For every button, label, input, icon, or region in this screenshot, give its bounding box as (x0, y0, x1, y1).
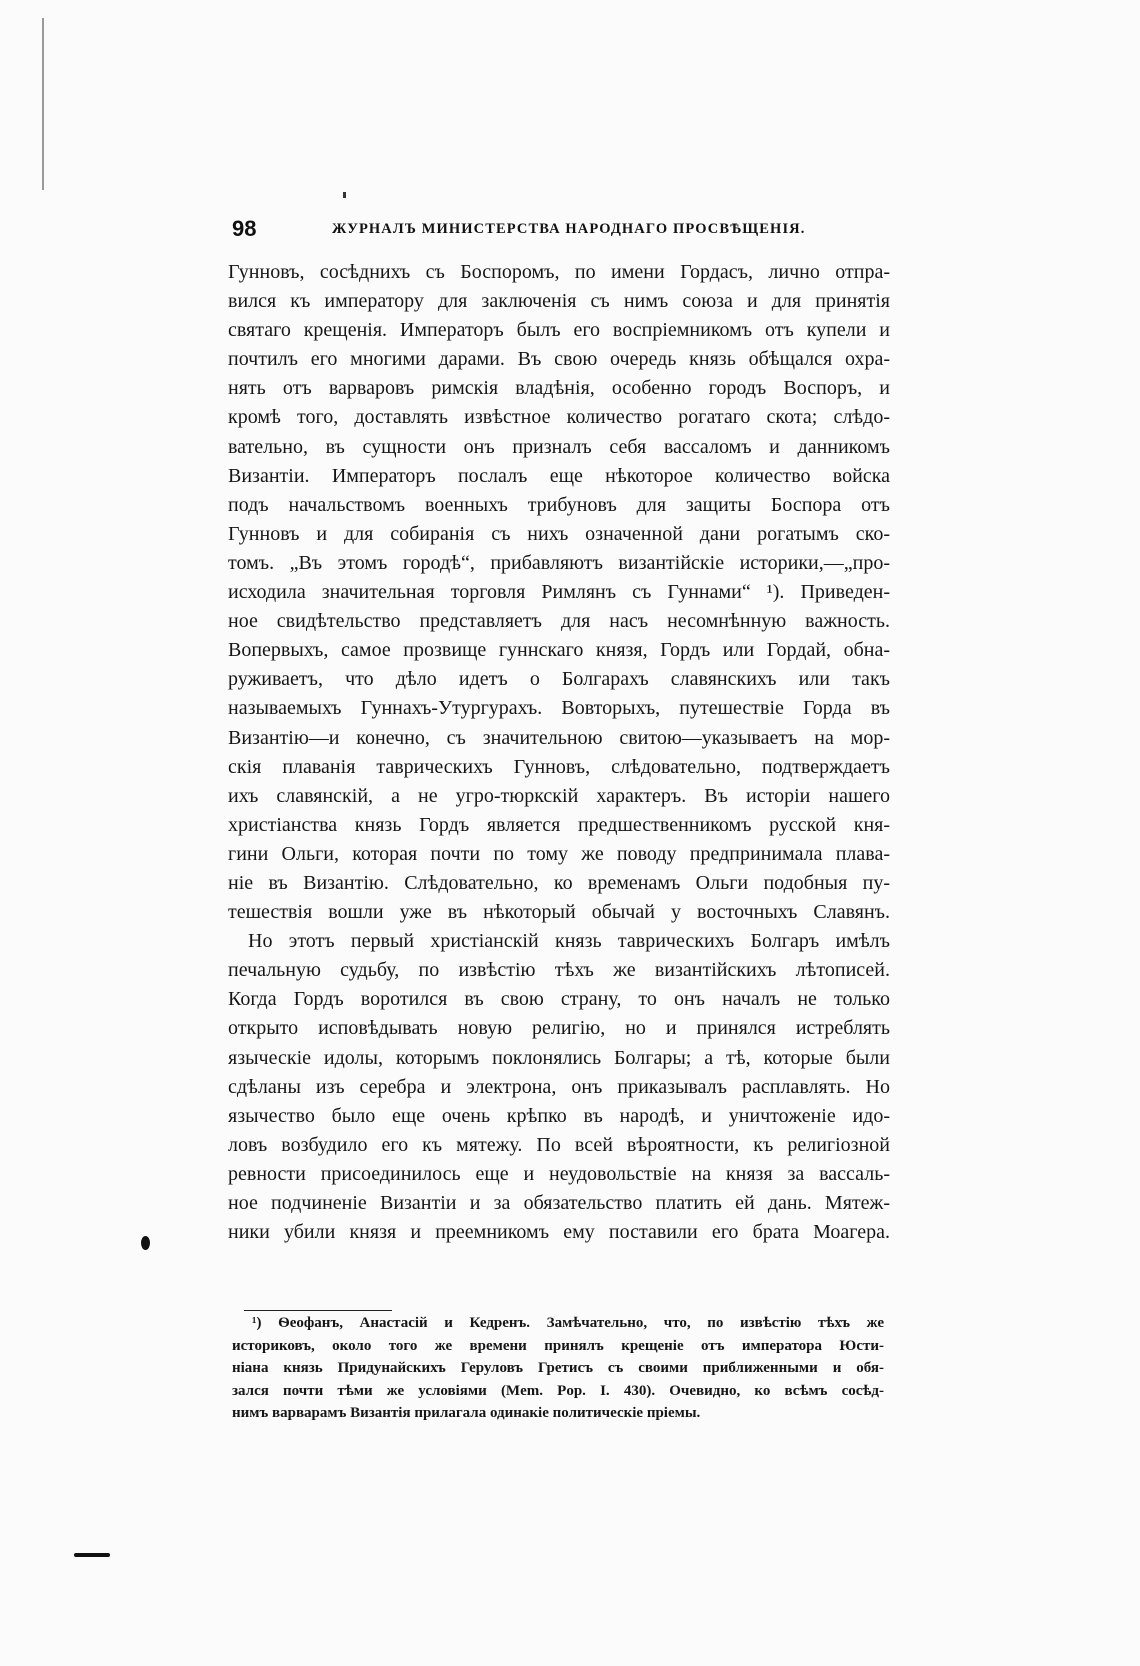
text-line: Гунновъ и для собиранія съ нихъ означенной дани рогатымъ ско- (228, 522, 890, 545)
text-line: вательно, въ сущности онъ призналъ себя вассаломъ и данникомъ (228, 435, 890, 458)
footnote-line: ніана князь Придунайскихъ Геруловъ Гретисъ съ своими приближенными и обя- (232, 1360, 884, 1377)
footnote-rule (244, 1310, 392, 1311)
text-line: кромѣ того, доставлять извѣстное количество рогатаго скота; слѣдо- (228, 406, 890, 429)
text-line: тешествія вошли уже въ нѣкоторый обычай у восточныхъ Славянъ. (228, 901, 890, 924)
scan-speck (343, 192, 346, 198)
scan-dash (74, 1553, 110, 1557)
text-line: Гунновъ, сосѣднихъ съ Боспоромъ, по имени Гордасъ, лично отпра- (228, 261, 890, 283)
footnote-line: зался почти тѣми же условіями (Mem. Pop. I. 430). Очевидно, ко всѣмъ сосѣд- (232, 1382, 884, 1399)
scan-edge-mark (42, 18, 44, 190)
text-line: святаго крещенія. Императоръ былъ его воспріемникомъ отъ купели и (228, 319, 890, 342)
text-line: открыто исповѣдывать новую религію, но и принялся истреблять (228, 1017, 890, 1040)
text-line: называемыхъ Гуннахъ-Утургурахъ. Вовторыхъ, путешествіе Горда въ (228, 697, 890, 720)
text-line: ніе въ Византію. Слѣдовательно, ко временамъ Ольги подобныя пу- (228, 871, 890, 894)
text-line: нять отъ варваровъ римскія владѣнія, особенно городъ Воспоръ, и (228, 377, 890, 400)
text-line: ное подчиненіе Византіи и за обязательство платить ей дань. Мятеж- (228, 1192, 890, 1214)
text-line: Вопервыхъ, самое прозвище гуннскаго князя, Гордъ или Гордай, обна- (228, 639, 890, 662)
text-line: ники убили князя и преемникомъ ему поставили его брата Моагера. (228, 1221, 890, 1244)
text-line: вился къ императору для заключенія съ нимъ союза и для принятія (228, 290, 890, 313)
text-line: печальную судьбу, по извѣстію тѣхъ же византійскихъ лѣтописей. (228, 959, 890, 982)
text-line: сдѣланы изъ серебра и электрона, онъ приказывалъ расплавлять. Но (228, 1075, 890, 1098)
page-number: 98 (232, 216, 257, 241)
body-text (228, 258, 890, 1247)
text-line: Византіи. Императоръ послалъ еще нѣкоторое количество войска (228, 464, 890, 487)
text-line: христіанства князь Гордъ является предшественникомъ русской кня- (228, 813, 890, 836)
page-header (232, 216, 884, 246)
text-line: руживаетъ, что дѣло идетъ о Болгарахъ славянскихъ или такъ (228, 668, 890, 691)
scan-dot (141, 1236, 150, 1250)
footnote-line: ¹) Ѳеофанъ, Анастасій и Кедренъ. Замѣчательно, что, по извѣстію тѣхъ же (252, 1315, 884, 1331)
text-line: ихъ славянскій, а не угро-тюркскій характеръ. Въ исторіи нашего (228, 784, 890, 807)
text-line: ловъ возбудило его къ мятежу. По всей вѣроятности, къ религіозной (228, 1133, 890, 1156)
text-line: подъ начальствомъ военныхъ трибуновъ для защиты Боспора отъ (228, 493, 890, 516)
text-line: языческіе идолы, которымъ поклонялись Болгары; а тѣ, которые были (228, 1046, 890, 1069)
text-line: ное свидѣтельство представляетъ для насъ несомнѣнную важность. (228, 610, 890, 633)
footnote-line: нимъ варварамъ Византія прилагала одинакіе политическіе пріемы. (232, 1405, 701, 1422)
text-line: почтилъ его многими дарами. Въ свою очередь князь обѣщался охра- (228, 348, 890, 371)
text-line: гини Ольги, которая почти по тому же поводу предпринимала плава- (228, 842, 890, 865)
text-line: ревности присоединилось еще и неудовольствіе на князя за вассаль- (228, 1162, 890, 1185)
text-line: исходила значительная торговля Римлянъ съ Гуннами“ ¹). Приведен- (228, 581, 890, 604)
text-line: Когда Гордъ воротился въ свою страну, то онъ началъ не только (228, 988, 890, 1011)
text-line: скія плаванія таврическихъ Гунновъ, слѣдовательно, подтверждаетъ (228, 755, 890, 778)
text-line: томъ. „Въ этомъ городѣ“, прибавляютъ византійскіе историки,—„про- (228, 551, 890, 574)
text-line: Византію—и конечно, съ значительною свитою—указываетъ на мор- (228, 726, 890, 749)
text-line-paragraph-start: Но этотъ первый христіанскій князь таврическихъ Болгаръ имѣлъ (248, 930, 890, 953)
footnote-line: историковъ, около того же времени принялъ крещеніе отъ императора Юсти- (232, 1337, 884, 1354)
text-line: язычество было еще очень крѣпко въ народѣ, и уничтоженіе идо- (228, 1104, 890, 1127)
running-title: ЖУРНАЛЪ МИНИСТЕРСТВА НАРОДНАГО ПРОСВѢЩЕНІЯ. (332, 221, 806, 237)
footnote (232, 1312, 884, 1425)
